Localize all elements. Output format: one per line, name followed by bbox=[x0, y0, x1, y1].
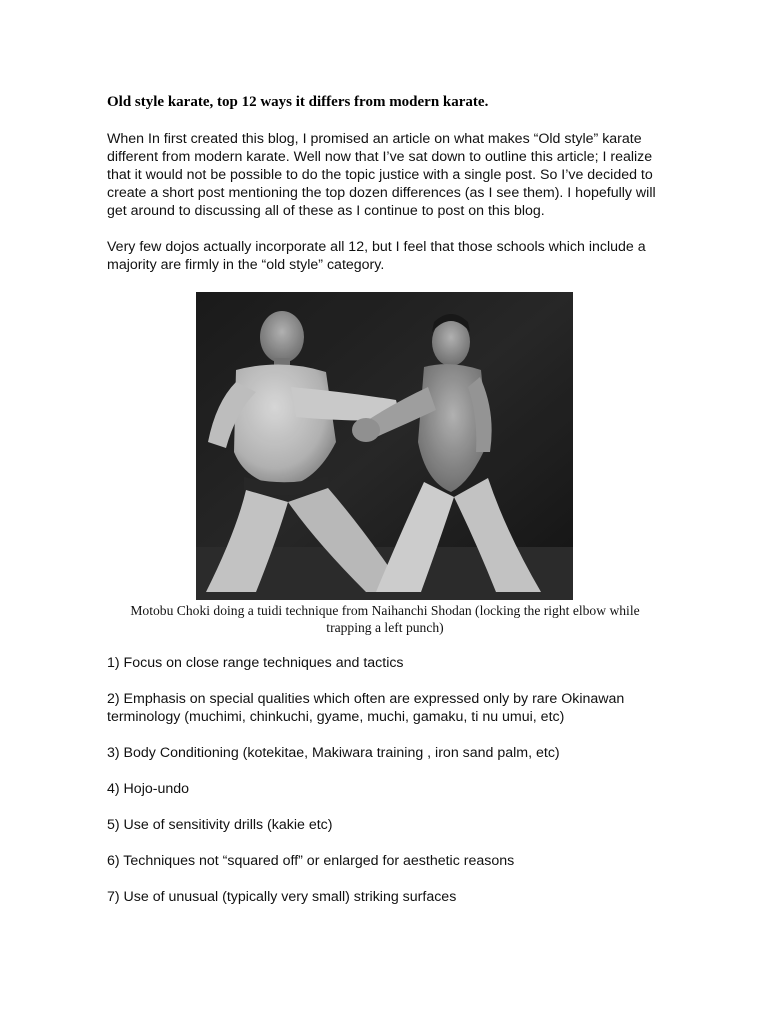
photo-caption: Motobu Choki doing a tuidi technique from Naihanchi Shodan (locking the right elbow while trapping a left punch) bbox=[130, 603, 640, 635]
list-item: 4) Hojo-undo bbox=[107, 781, 190, 797]
dojo-paragraph: Very few dojos actually incorporate all 12, but I feel that those schools which include a majority are firmly in the “old style” category. bbox=[107, 239, 646, 273]
list-item: 3) Body Conditioning (kotekitae, Makiwara training , iron sand palm, etc) bbox=[107, 745, 560, 761]
karate-photo bbox=[196, 292, 573, 600]
list-item: 6) Techniques not “squared off” or enlarged for aesthetic reasons bbox=[107, 853, 515, 869]
karate-photo-image bbox=[196, 292, 573, 600]
intro-paragraph: When In first created this blog, I promised an article on what makes “Old style” karate different from modern karate. Well now that I’ve sat down to outline this article; I realize that it would not be possible to do the topic justice with a single post. So I’ve decided to create a short post mentioning the top dozen differences (as I see them). I hopefully will get around to discussing all of these as I continue to post on this blog. bbox=[107, 131, 656, 219]
list-item: 7) Use of unusual (typically very small) striking surfaces bbox=[107, 889, 457, 905]
article-title: Old style karate, top 12 ways it differs from modern karate. bbox=[107, 94, 489, 110]
differences-list bbox=[107, 654, 667, 906]
list-item: 2) Emphasis on special qualities which often are expressed only by rare Okinawan terminology (muchimi, chinkuchi, gyame, muchi, gamaku, ti nu umui, etc) bbox=[107, 691, 625, 725]
list-item: 1) Focus on close range techniques and tactics bbox=[107, 655, 404, 671]
document-page bbox=[107, 92, 667, 924]
list-item: 5) Use of sensitivity drills (kakie etc) bbox=[107, 817, 333, 833]
